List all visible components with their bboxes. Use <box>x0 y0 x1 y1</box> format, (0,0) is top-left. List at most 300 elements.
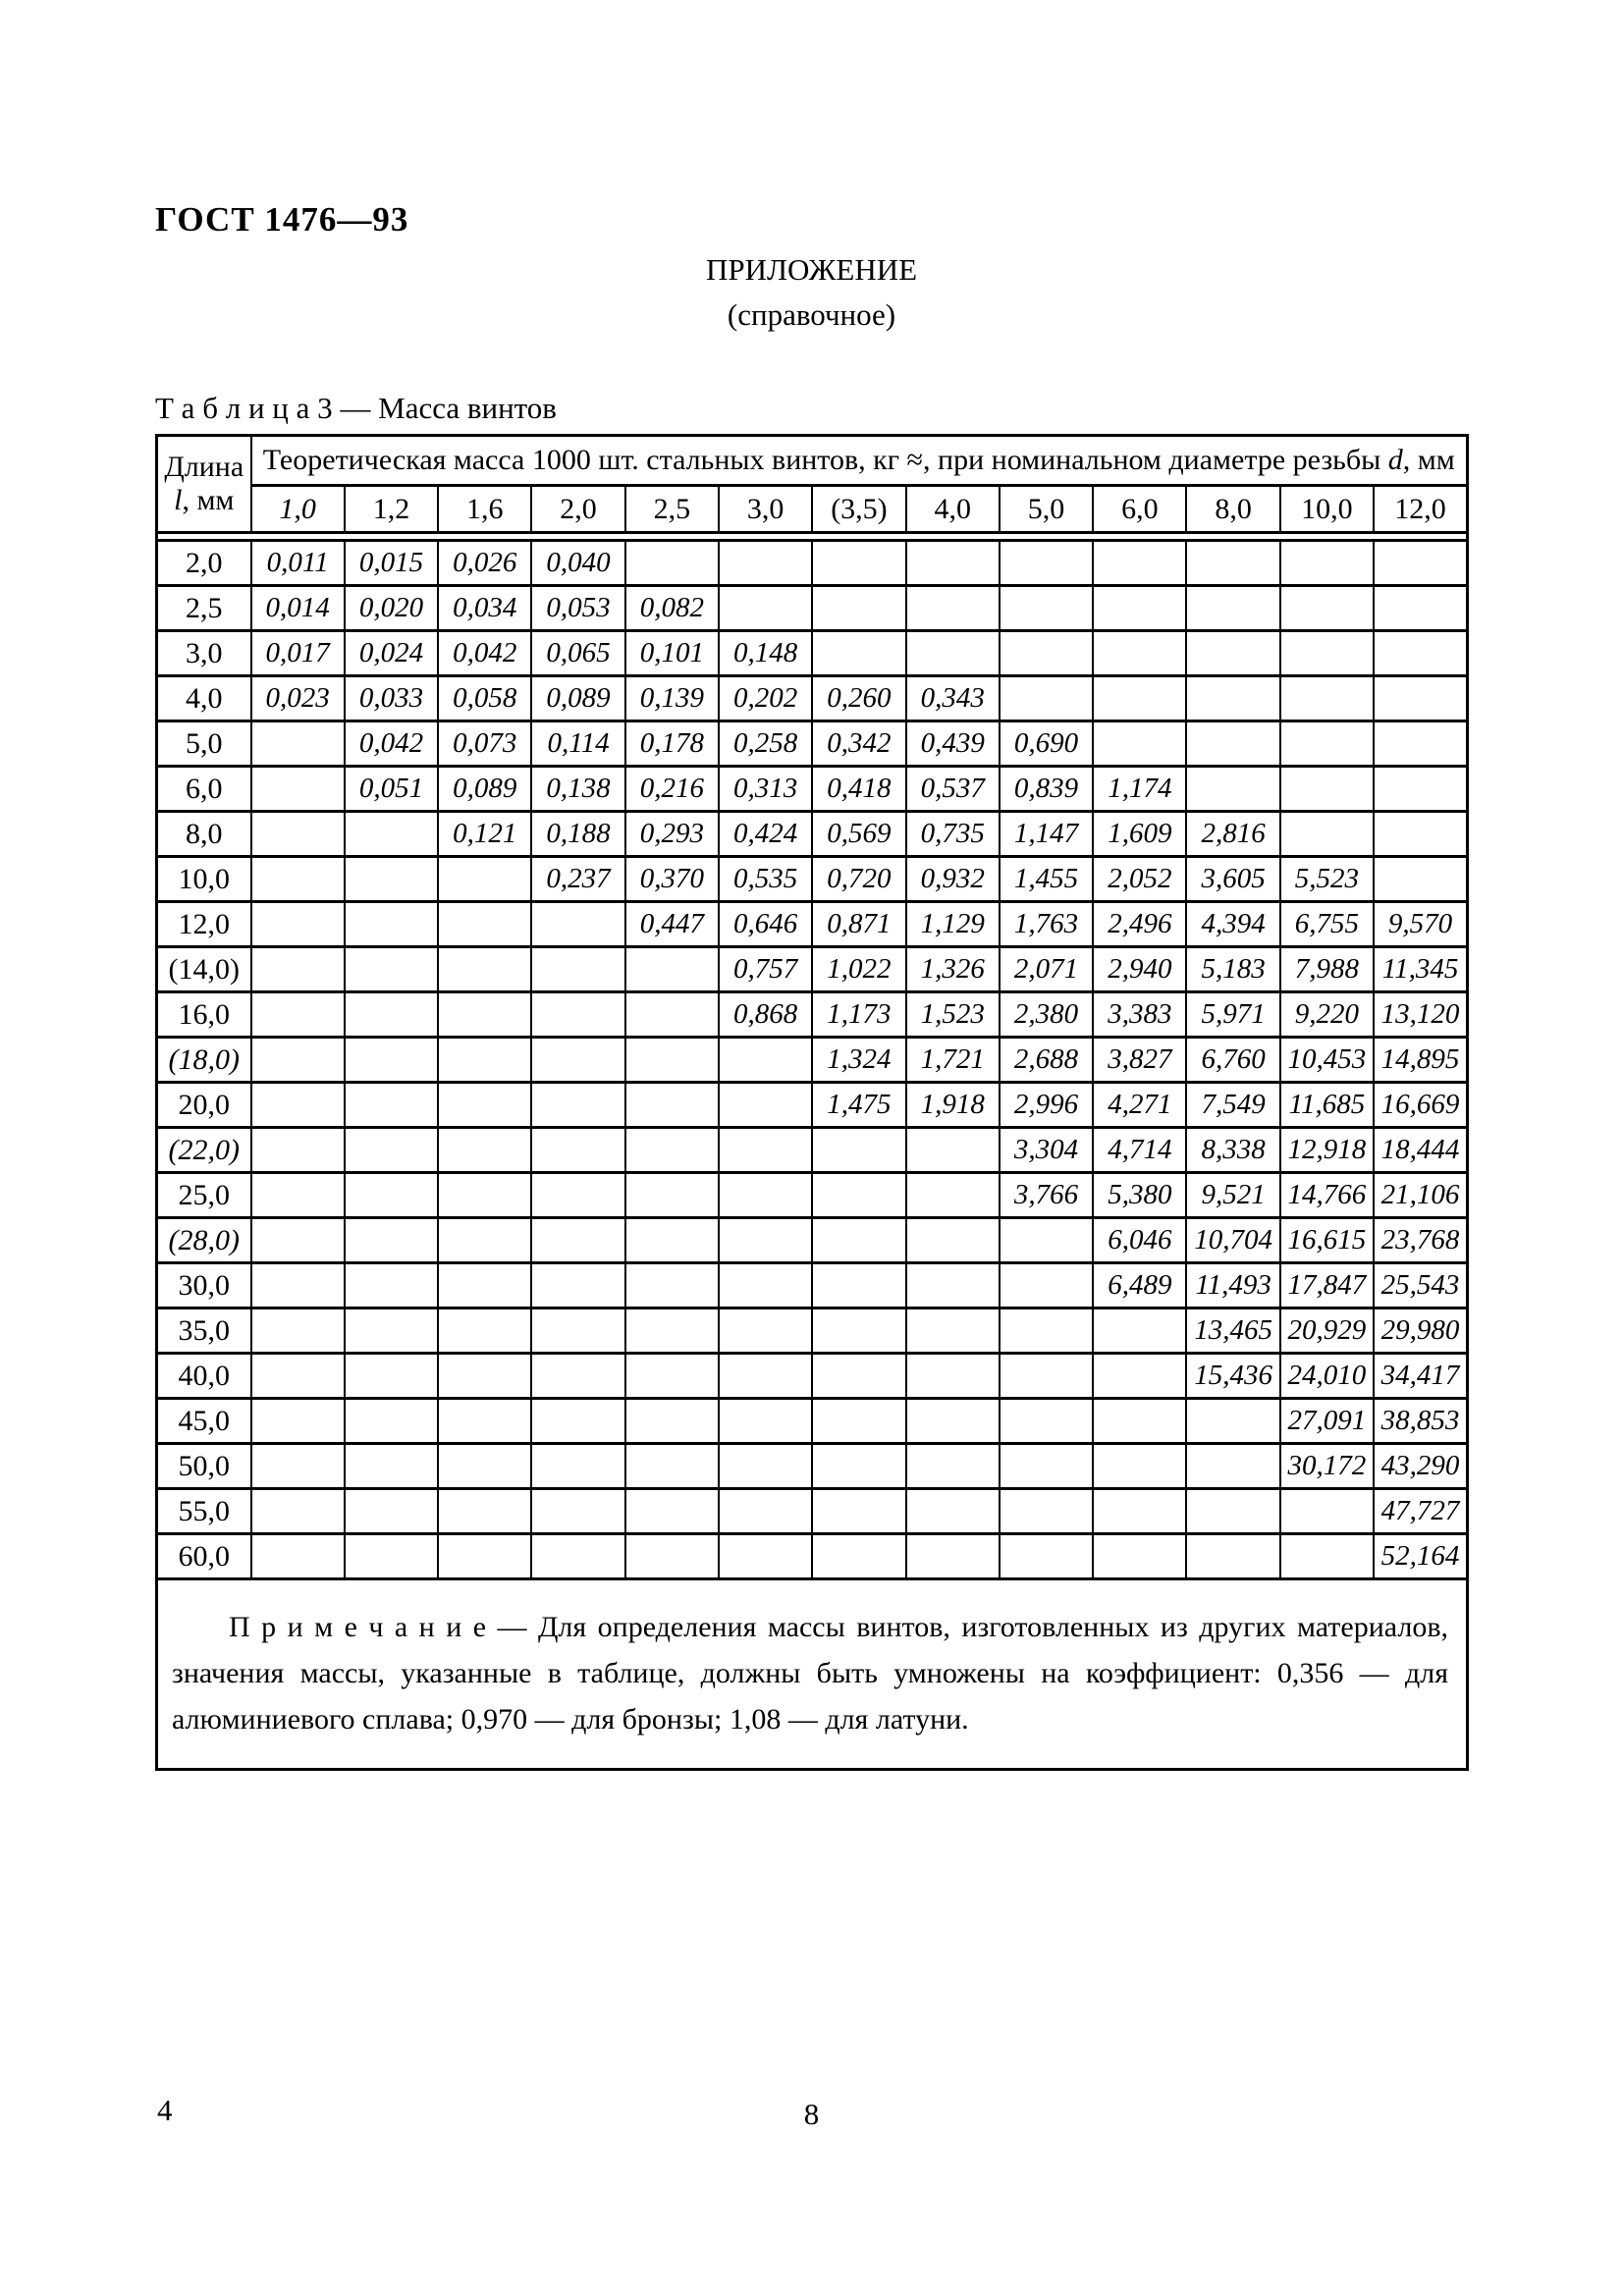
mass-cell: 17,847 <box>1280 1263 1374 1308</box>
length-cell: 60,0 <box>157 1534 251 1579</box>
length-cell: 5,0 <box>157 721 251 767</box>
mass-cell <box>438 1534 531 1579</box>
diameter-header: 2,5 <box>625 486 719 533</box>
mass-table <box>155 434 1469 1771</box>
mass-cell <box>1280 631 1374 676</box>
diameter-header: 1,0 <box>251 486 345 533</box>
mass-cell: 0,932 <box>906 857 1000 902</box>
mass-cell <box>1000 1444 1093 1489</box>
mass-cell <box>345 1173 438 1218</box>
mass-cell: 9,521 <box>1186 1173 1279 1218</box>
mass-cell <box>719 1534 812 1579</box>
mass-cell: 1,129 <box>906 902 1000 947</box>
appendix-subtitle: (справочное) <box>727 297 896 332</box>
mass-cell <box>1000 1218 1093 1263</box>
table-row <box>157 1173 1468 1218</box>
mass-cell: 0,439 <box>906 721 1000 767</box>
mass-cell: 13,465 <box>1186 1308 1279 1354</box>
diameter-header: 8,0 <box>1186 486 1279 533</box>
mass-cell: 0,082 <box>625 586 719 631</box>
mass-cell <box>438 1489 531 1534</box>
table-row <box>157 812 1468 857</box>
header-double-rule <box>157 533 1468 541</box>
mass-cell <box>1186 1444 1279 1489</box>
mass-cell <box>719 1038 812 1083</box>
diameter-header: 5,0 <box>1000 486 1093 533</box>
mass-cell <box>719 1308 812 1354</box>
mass-cell <box>438 1354 531 1399</box>
mass-cell <box>906 586 1000 631</box>
mass-cell <box>812 631 905 676</box>
mass-cell: 0,370 <box>625 857 719 902</box>
mass-cell: 10,704 <box>1186 1218 1279 1263</box>
length-header-line1: Длина <box>164 451 244 483</box>
table-row <box>157 1218 1468 1263</box>
mass-cell <box>1280 767 1374 812</box>
mass-cell <box>625 1354 719 1399</box>
mass-cell: 0,121 <box>438 812 531 857</box>
mass-cell: 30,172 <box>1280 1444 1374 1489</box>
mass-cell <box>719 1489 812 1534</box>
mass-cell: 0,418 <box>812 767 905 812</box>
mass-cell: 0,138 <box>531 767 624 812</box>
mass-cell: 0,178 <box>625 721 719 767</box>
table-row <box>157 1263 1468 1308</box>
mass-cell: 12,918 <box>1280 1128 1374 1173</box>
doc-code: ГОСТ 1476—93 <box>155 200 409 239</box>
mass-cell <box>531 902 624 947</box>
mass-cell: 2,996 <box>1000 1083 1093 1128</box>
mass-cell: 9,220 <box>1280 992 1374 1038</box>
mass-cell <box>531 1534 624 1579</box>
mass-cell <box>438 1263 531 1308</box>
mass-cell <box>1280 721 1374 767</box>
mass-cell <box>1093 1354 1186 1399</box>
mass-cell <box>906 1354 1000 1399</box>
mass-cell <box>625 1083 719 1128</box>
mass-cell: 0,034 <box>438 586 531 631</box>
mass-cell: 5,523 <box>1280 857 1374 902</box>
mass-cell: 1,326 <box>906 947 1000 992</box>
mass-cell: 20,929 <box>1280 1308 1374 1354</box>
mass-cell: 0,065 <box>531 631 624 676</box>
mass-cell <box>1186 676 1279 721</box>
table-row <box>157 541 1468 586</box>
mass-cell: 0,537 <box>906 767 1000 812</box>
mass-cell: 2,052 <box>1093 857 1186 902</box>
mass-cell <box>345 1534 438 1579</box>
mass-cell <box>531 1083 624 1128</box>
diameter-header-row <box>157 486 1468 533</box>
diameter-header: 10,0 <box>1280 486 1374 533</box>
mass-cell: 25,543 <box>1374 1263 1467 1308</box>
mass-cell <box>1374 857 1467 902</box>
mass-cell <box>1374 767 1467 812</box>
mass-cell <box>345 812 438 857</box>
mass-cell <box>438 1308 531 1354</box>
mass-cell: 1,147 <box>1000 812 1093 857</box>
mass-cell <box>531 947 624 992</box>
mass-cell: 4,271 <box>1093 1083 1186 1128</box>
mass-cell <box>1186 586 1279 631</box>
mass-cell <box>531 1489 624 1534</box>
mass-cell: 0,024 <box>345 631 438 676</box>
length-cell: 12,0 <box>157 902 251 947</box>
mass-cell: 1,918 <box>906 1083 1000 1128</box>
mass-cell: 3,827 <box>1093 1038 1186 1083</box>
mass-cell <box>1093 1489 1186 1534</box>
mass-cell: 27,091 <box>1280 1399 1374 1444</box>
mass-cell: 15,436 <box>1186 1354 1279 1399</box>
mass-cell: 0,017 <box>251 631 345 676</box>
mass-cell <box>1280 586 1374 631</box>
mass-cell <box>531 1444 624 1489</box>
mass-cell <box>1093 676 1186 721</box>
mass-cell: 0,014 <box>251 586 345 631</box>
mass-cell <box>906 631 1000 676</box>
mass-cell <box>1374 541 1467 586</box>
table-row <box>157 767 1468 812</box>
mass-cell <box>625 1489 719 1534</box>
mass-cell: 47,727 <box>1374 1489 1467 1534</box>
mass-cell: 4,714 <box>1093 1128 1186 1173</box>
mass-cell: 0,342 <box>812 721 905 767</box>
mass-cell <box>251 1354 345 1399</box>
mass-cell: 7,988 <box>1280 947 1374 992</box>
mass-cell <box>251 1534 345 1579</box>
mass-cell <box>531 1128 624 1173</box>
table-footer <box>157 1579 1468 1770</box>
mass-cell: 0,216 <box>625 767 719 812</box>
mass-cell <box>438 1444 531 1489</box>
mass-cell <box>719 1444 812 1489</box>
length-cell: 16,0 <box>157 992 251 1038</box>
mass-cell <box>1280 1489 1374 1534</box>
mass-cell: 13,120 <box>1374 992 1467 1038</box>
table-row <box>157 1489 1468 1534</box>
mass-cell <box>625 947 719 992</box>
table-row <box>157 1038 1468 1083</box>
mass-cell <box>625 1173 719 1218</box>
mass-cell <box>251 1128 345 1173</box>
mass-cell <box>812 1534 905 1579</box>
mass-cell <box>625 541 719 586</box>
mass-cell <box>812 1444 905 1489</box>
mass-cell: 0,011 <box>251 541 345 586</box>
mass-cell: 2,816 <box>1186 812 1279 857</box>
mass-cell: 0,535 <box>719 857 812 902</box>
mass-cell: 1,763 <box>1000 902 1093 947</box>
length-cell: (18,0) <box>157 1038 251 1083</box>
mass-cell: 0,058 <box>438 676 531 721</box>
mass-cell <box>719 1263 812 1308</box>
mass-cell <box>345 992 438 1038</box>
mass-cell <box>531 1263 624 1308</box>
mass-cell <box>906 1263 1000 1308</box>
mass-cell: 3,605 <box>1186 857 1279 902</box>
mass-cell: 1,721 <box>906 1038 1000 1083</box>
mass-cell <box>251 1399 345 1444</box>
mass-cell <box>1374 721 1467 767</box>
mass-cell: 16,615 <box>1280 1218 1374 1263</box>
mass-cell <box>812 1128 905 1173</box>
mass-cell: 14,766 <box>1280 1173 1374 1218</box>
mass-cell <box>1186 1534 1279 1579</box>
mass-cell <box>345 1128 438 1173</box>
mass-cell: 0,237 <box>531 857 624 902</box>
mass-cell: 29,980 <box>1374 1308 1467 1354</box>
mass-cell <box>438 992 531 1038</box>
length-cell: 4,0 <box>157 676 251 721</box>
mass-cell <box>625 1534 719 1579</box>
appendix-heading <box>0 247 1623 338</box>
mass-cell: 0,020 <box>345 586 438 631</box>
mass-cell: 2,380 <box>1000 992 1093 1038</box>
diameter-header: 3,0 <box>719 486 812 533</box>
mass-cell <box>251 767 345 812</box>
mass-cell: 0,871 <box>812 902 905 947</box>
mass-cell: 7,549 <box>1186 1083 1279 1128</box>
mass-cell <box>251 812 345 857</box>
table-row <box>157 1354 1468 1399</box>
mass-cell <box>625 1128 719 1173</box>
mass-cell <box>251 1083 345 1128</box>
mass-cell <box>1186 631 1279 676</box>
mass-cell: 0,040 <box>531 541 624 586</box>
mass-cell <box>1093 1534 1186 1579</box>
mass-cell <box>438 1038 531 1083</box>
mass-cell <box>719 1399 812 1444</box>
mass-cell <box>812 586 905 631</box>
mass-cell: 34,417 <box>1374 1354 1467 1399</box>
mass-cell: 23,768 <box>1374 1218 1467 1263</box>
mass-cell: 0,053 <box>531 586 624 631</box>
diameter-header: 12,0 <box>1374 486 1467 533</box>
mass-cell <box>438 1083 531 1128</box>
mass-cell <box>438 947 531 992</box>
length-cell: 10,0 <box>157 857 251 902</box>
mass-cell: 10,453 <box>1280 1038 1374 1083</box>
table-row <box>157 1128 1468 1173</box>
diameter-header: 1,2 <box>345 486 438 533</box>
mass-cell: 0,026 <box>438 541 531 586</box>
mass-cell <box>812 1489 905 1534</box>
mass-cell <box>906 1128 1000 1173</box>
mass-cell <box>1093 721 1186 767</box>
mass-cell <box>345 857 438 902</box>
mass-cell <box>906 1534 1000 1579</box>
mass-cell <box>1186 721 1279 767</box>
mass-cell: 0,735 <box>906 812 1000 857</box>
mass-cell: 0,023 <box>251 676 345 721</box>
mass-cell <box>531 1218 624 1263</box>
mass-cell: 0,033 <box>345 676 438 721</box>
length-column-header <box>157 436 251 533</box>
mass-cell <box>531 1038 624 1083</box>
mass-cell: 0,042 <box>345 721 438 767</box>
mass-cell <box>1280 1534 1374 1579</box>
table-row <box>157 676 1468 721</box>
mass-cell: 16,669 <box>1374 1083 1467 1128</box>
table-row <box>157 857 1468 902</box>
mass-cell: 24,010 <box>1280 1354 1374 1399</box>
mass-cell: 0,258 <box>719 721 812 767</box>
mass-cell <box>251 902 345 947</box>
mass-cell <box>1093 541 1186 586</box>
mass-cell: 0,343 <box>906 676 1000 721</box>
mass-cell <box>906 541 1000 586</box>
mass-cell <box>1000 586 1093 631</box>
mass-cell: 9,570 <box>1374 902 1467 947</box>
mass-cell <box>625 1263 719 1308</box>
mass-cell: 6,489 <box>1093 1263 1186 1308</box>
mass-cell <box>251 1263 345 1308</box>
mass-cell: 1,324 <box>812 1038 905 1083</box>
mass-cell: 0,148 <box>719 631 812 676</box>
mass-cell <box>625 1218 719 1263</box>
mass-cell <box>345 1308 438 1354</box>
footer-page-number: 8 <box>803 2097 820 2131</box>
mass-cell: 0,101 <box>625 631 719 676</box>
mass-cell <box>625 1308 719 1354</box>
mass-cell <box>251 1308 345 1354</box>
length-cell: 45,0 <box>157 1399 251 1444</box>
mass-cell <box>719 1354 812 1399</box>
mass-cell <box>906 1489 1000 1534</box>
mass-cell <box>251 992 345 1038</box>
mass-cell <box>345 1354 438 1399</box>
group-header-row <box>157 436 1468 486</box>
mass-cell: 11,345 <box>1374 947 1467 992</box>
mass-cell: 8,338 <box>1186 1128 1279 1173</box>
mass-cell <box>1280 812 1374 857</box>
mass-cell <box>906 1444 1000 1489</box>
mass-cell <box>812 1263 905 1308</box>
mass-cell: 43,290 <box>1374 1444 1467 1489</box>
mass-cell: 0,646 <box>719 902 812 947</box>
mass-cell <box>719 1173 812 1218</box>
mass-cell <box>812 541 905 586</box>
mass-cell: 3,766 <box>1000 1173 1093 1218</box>
mass-cell <box>625 992 719 1038</box>
mass-cell: 0,260 <box>812 676 905 721</box>
length-cell: (28,0) <box>157 1218 251 1263</box>
mass-cell <box>345 1218 438 1263</box>
mass-cell: 0,073 <box>438 721 531 767</box>
diameter-header: 6,0 <box>1093 486 1186 533</box>
mass-cell: 0,690 <box>1000 721 1093 767</box>
mass-cell <box>812 1173 905 1218</box>
table-row <box>157 902 1468 947</box>
mass-cell: 1,455 <box>1000 857 1093 902</box>
mass-cell: 0,089 <box>531 676 624 721</box>
mass-cell <box>1093 1308 1186 1354</box>
mass-cell: 0,757 <box>719 947 812 992</box>
mass-cell: 1,174 <box>1093 767 1186 812</box>
mass-cell: 0,720 <box>812 857 905 902</box>
mass-cell: 2,940 <box>1093 947 1186 992</box>
mass-cell <box>251 947 345 992</box>
mass-cell: 38,853 <box>1374 1399 1467 1444</box>
mass-cell <box>345 1263 438 1308</box>
mass-cell <box>438 1218 531 1263</box>
diameter-header: 4,0 <box>906 486 1000 533</box>
mass-cell <box>438 1128 531 1173</box>
length-cell: (14,0) <box>157 947 251 992</box>
mass-cell <box>531 1354 624 1399</box>
mass-cell: 0,051 <box>345 767 438 812</box>
table-header <box>157 436 1468 541</box>
mass-cell: 0,447 <box>625 902 719 947</box>
mass-cell <box>719 1218 812 1263</box>
mass-cell <box>1093 631 1186 676</box>
mass-cell <box>1000 1308 1093 1354</box>
mass-cell <box>1000 1263 1093 1308</box>
mass-cell <box>1280 676 1374 721</box>
mass-cell: 1,475 <box>812 1083 905 1128</box>
mass-cell <box>345 947 438 992</box>
mass-cell <box>1000 1534 1093 1579</box>
table-row <box>157 1083 1468 1128</box>
length-cell: 8,0 <box>157 812 251 857</box>
length-cell: 2,5 <box>157 586 251 631</box>
mass-cell <box>812 1354 905 1399</box>
mass-cell <box>812 1399 905 1444</box>
length-cell: 20,0 <box>157 1083 251 1128</box>
mass-cell <box>906 1399 1000 1444</box>
mass-cell <box>1374 631 1467 676</box>
mass-cell: 0,089 <box>438 767 531 812</box>
mass-cell <box>1280 541 1374 586</box>
mass-cell <box>719 541 812 586</box>
mass-cell <box>1000 1489 1093 1534</box>
table-row <box>157 1308 1468 1354</box>
mass-cell <box>625 1444 719 1489</box>
mass-cell <box>438 1173 531 1218</box>
mass-cell: 1,609 <box>1093 812 1186 857</box>
table-row <box>157 721 1468 767</box>
mass-cell <box>812 1308 905 1354</box>
mass-cell <box>438 902 531 947</box>
mass-cell <box>438 1399 531 1444</box>
mass-group-header: Теоретическая масса 1000 шт. стальных винтов, кг ≈, при номинальном диаметре резьбы d, мм <box>251 436 1468 486</box>
mass-cell <box>1186 1399 1279 1444</box>
mass-cell: 1,022 <box>812 947 905 992</box>
mass-cell: 6,760 <box>1186 1038 1279 1083</box>
mass-cell: 5,183 <box>1186 947 1279 992</box>
mass-cell: 2,496 <box>1093 902 1186 947</box>
mass-cell <box>625 1038 719 1083</box>
length-cell: 2,0 <box>157 541 251 586</box>
mass-cell: 6,046 <box>1093 1218 1186 1263</box>
mass-cell <box>1093 1399 1186 1444</box>
mass-cell <box>812 1218 905 1263</box>
mass-cell: 11,685 <box>1280 1083 1374 1128</box>
table-title: Т а б л и ц а 3 — Масса винтов <box>155 391 557 425</box>
mass-cell: 6,755 <box>1280 902 1374 947</box>
mass-cell <box>1186 541 1279 586</box>
mass-cell <box>625 1399 719 1444</box>
mass-cell <box>251 1038 345 1083</box>
mass-cell: 11,493 <box>1186 1263 1279 1308</box>
mass-cell: 0,202 <box>719 676 812 721</box>
mass-cell: 5,380 <box>1093 1173 1186 1218</box>
mass-cell: 1,173 <box>812 992 905 1038</box>
mass-cell: 2,688 <box>1000 1038 1093 1083</box>
table-row <box>157 947 1468 992</box>
length-cell: 55,0 <box>157 1489 251 1534</box>
length-cell: (22,0) <box>157 1128 251 1173</box>
